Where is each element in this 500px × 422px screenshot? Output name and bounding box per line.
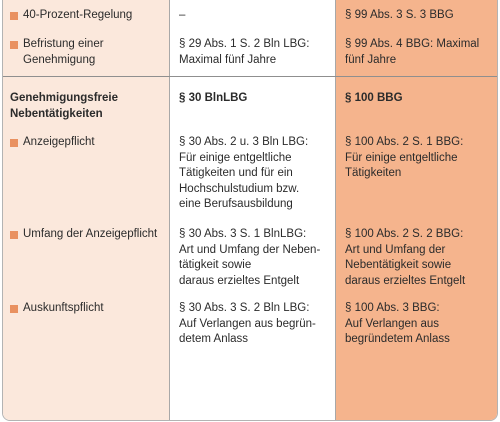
bullet-icon	[10, 139, 18, 147]
text-line: § 30 Abs. 2 u. 3 Bln LBG:	[179, 136, 309, 148]
text-line: detem Anlass	[179, 333, 249, 345]
bbg-value	[345, 135, 463, 182]
text-line: Für einige entgeltliche	[179, 151, 292, 164]
section-divider	[3, 76, 497, 77]
text-line: § 30 Abs. 3 S. 2 Bln LBG:	[179, 302, 310, 314]
bbg-value	[345, 301, 450, 348]
text-line: Art und Umfang der Neben-	[179, 243, 321, 256]
text-line: begründetem Anlass	[345, 333, 450, 345]
text-line: Auf Verlangen aus	[345, 317, 439, 330]
section-title: Genehmigungsfreie Nebentätigkeiten	[10, 92, 118, 120]
text-line: Tätigkeiten und für ein	[179, 167, 293, 179]
row-label: Anzeigepflicht	[23, 136, 95, 148]
text-line: daraus erzieltes Entgelt	[345, 274, 466, 287]
column-divider	[335, 0, 336, 420]
lbg-value: § 29 Abs. 1 S. 2 Bln LBG: Maximal fünf Jahre	[179, 38, 310, 66]
row-label: 40-Prozent-Regelung	[23, 9, 133, 21]
lbg-value: –	[179, 9, 186, 21]
row-label: Befristung einer Genehmigung	[23, 38, 104, 66]
text-line: Art und Umfang der	[345, 243, 446, 256]
column-divider	[169, 0, 170, 420]
bbg-section-title: § 100 BBG	[345, 92, 403, 104]
bullet-icon	[10, 305, 18, 313]
comparison-table	[2, 0, 498, 421]
bbg-value: § 99 Abs. 3 S. 3 BBG	[345, 9, 454, 21]
bbg-value: § 99 Abs. 4 BBG: Maximal fünf Jahre	[345, 38, 480, 66]
text-line: Nebentätigkeit sowie	[345, 259, 452, 271]
lbg-value	[179, 227, 320, 289]
text-line: § 100 Abs. 2 S. 2 BBG:	[345, 228, 464, 240]
bullet-icon	[10, 231, 18, 239]
row-label: Auskunftspflicht	[23, 302, 104, 314]
text-line: Für einige entgeltliche	[345, 151, 458, 164]
text-line: Tätigkeiten	[345, 167, 402, 179]
lbg-value	[179, 301, 316, 348]
text-line: daraus erzieltes Entgelt	[179, 274, 300, 287]
text-line: § 30 Abs. 3 S. 1 BlnLBG:	[179, 228, 307, 240]
bullet-icon	[10, 12, 18, 20]
bbg-value	[345, 227, 465, 289]
lbg-value	[179, 135, 308, 213]
text-line: § 100 Abs. 2 S. 1 BBG:	[345, 136, 464, 148]
text-line: eine Berufsausbildung	[179, 198, 293, 210]
text-line: tätigkeit sowie	[179, 259, 252, 271]
row-label: Umfang der Anzeigepflicht	[23, 228, 158, 240]
text-line: Auf Verlangen aus begrün-	[179, 317, 316, 330]
text-line: § 100 Abs. 3 BBG:	[345, 302, 440, 314]
text-line: Hochschulstudium bzw.	[179, 182, 300, 195]
lbg-section-title: § 30 BlnLBG	[179, 92, 248, 104]
bullet-icon	[10, 41, 18, 49]
